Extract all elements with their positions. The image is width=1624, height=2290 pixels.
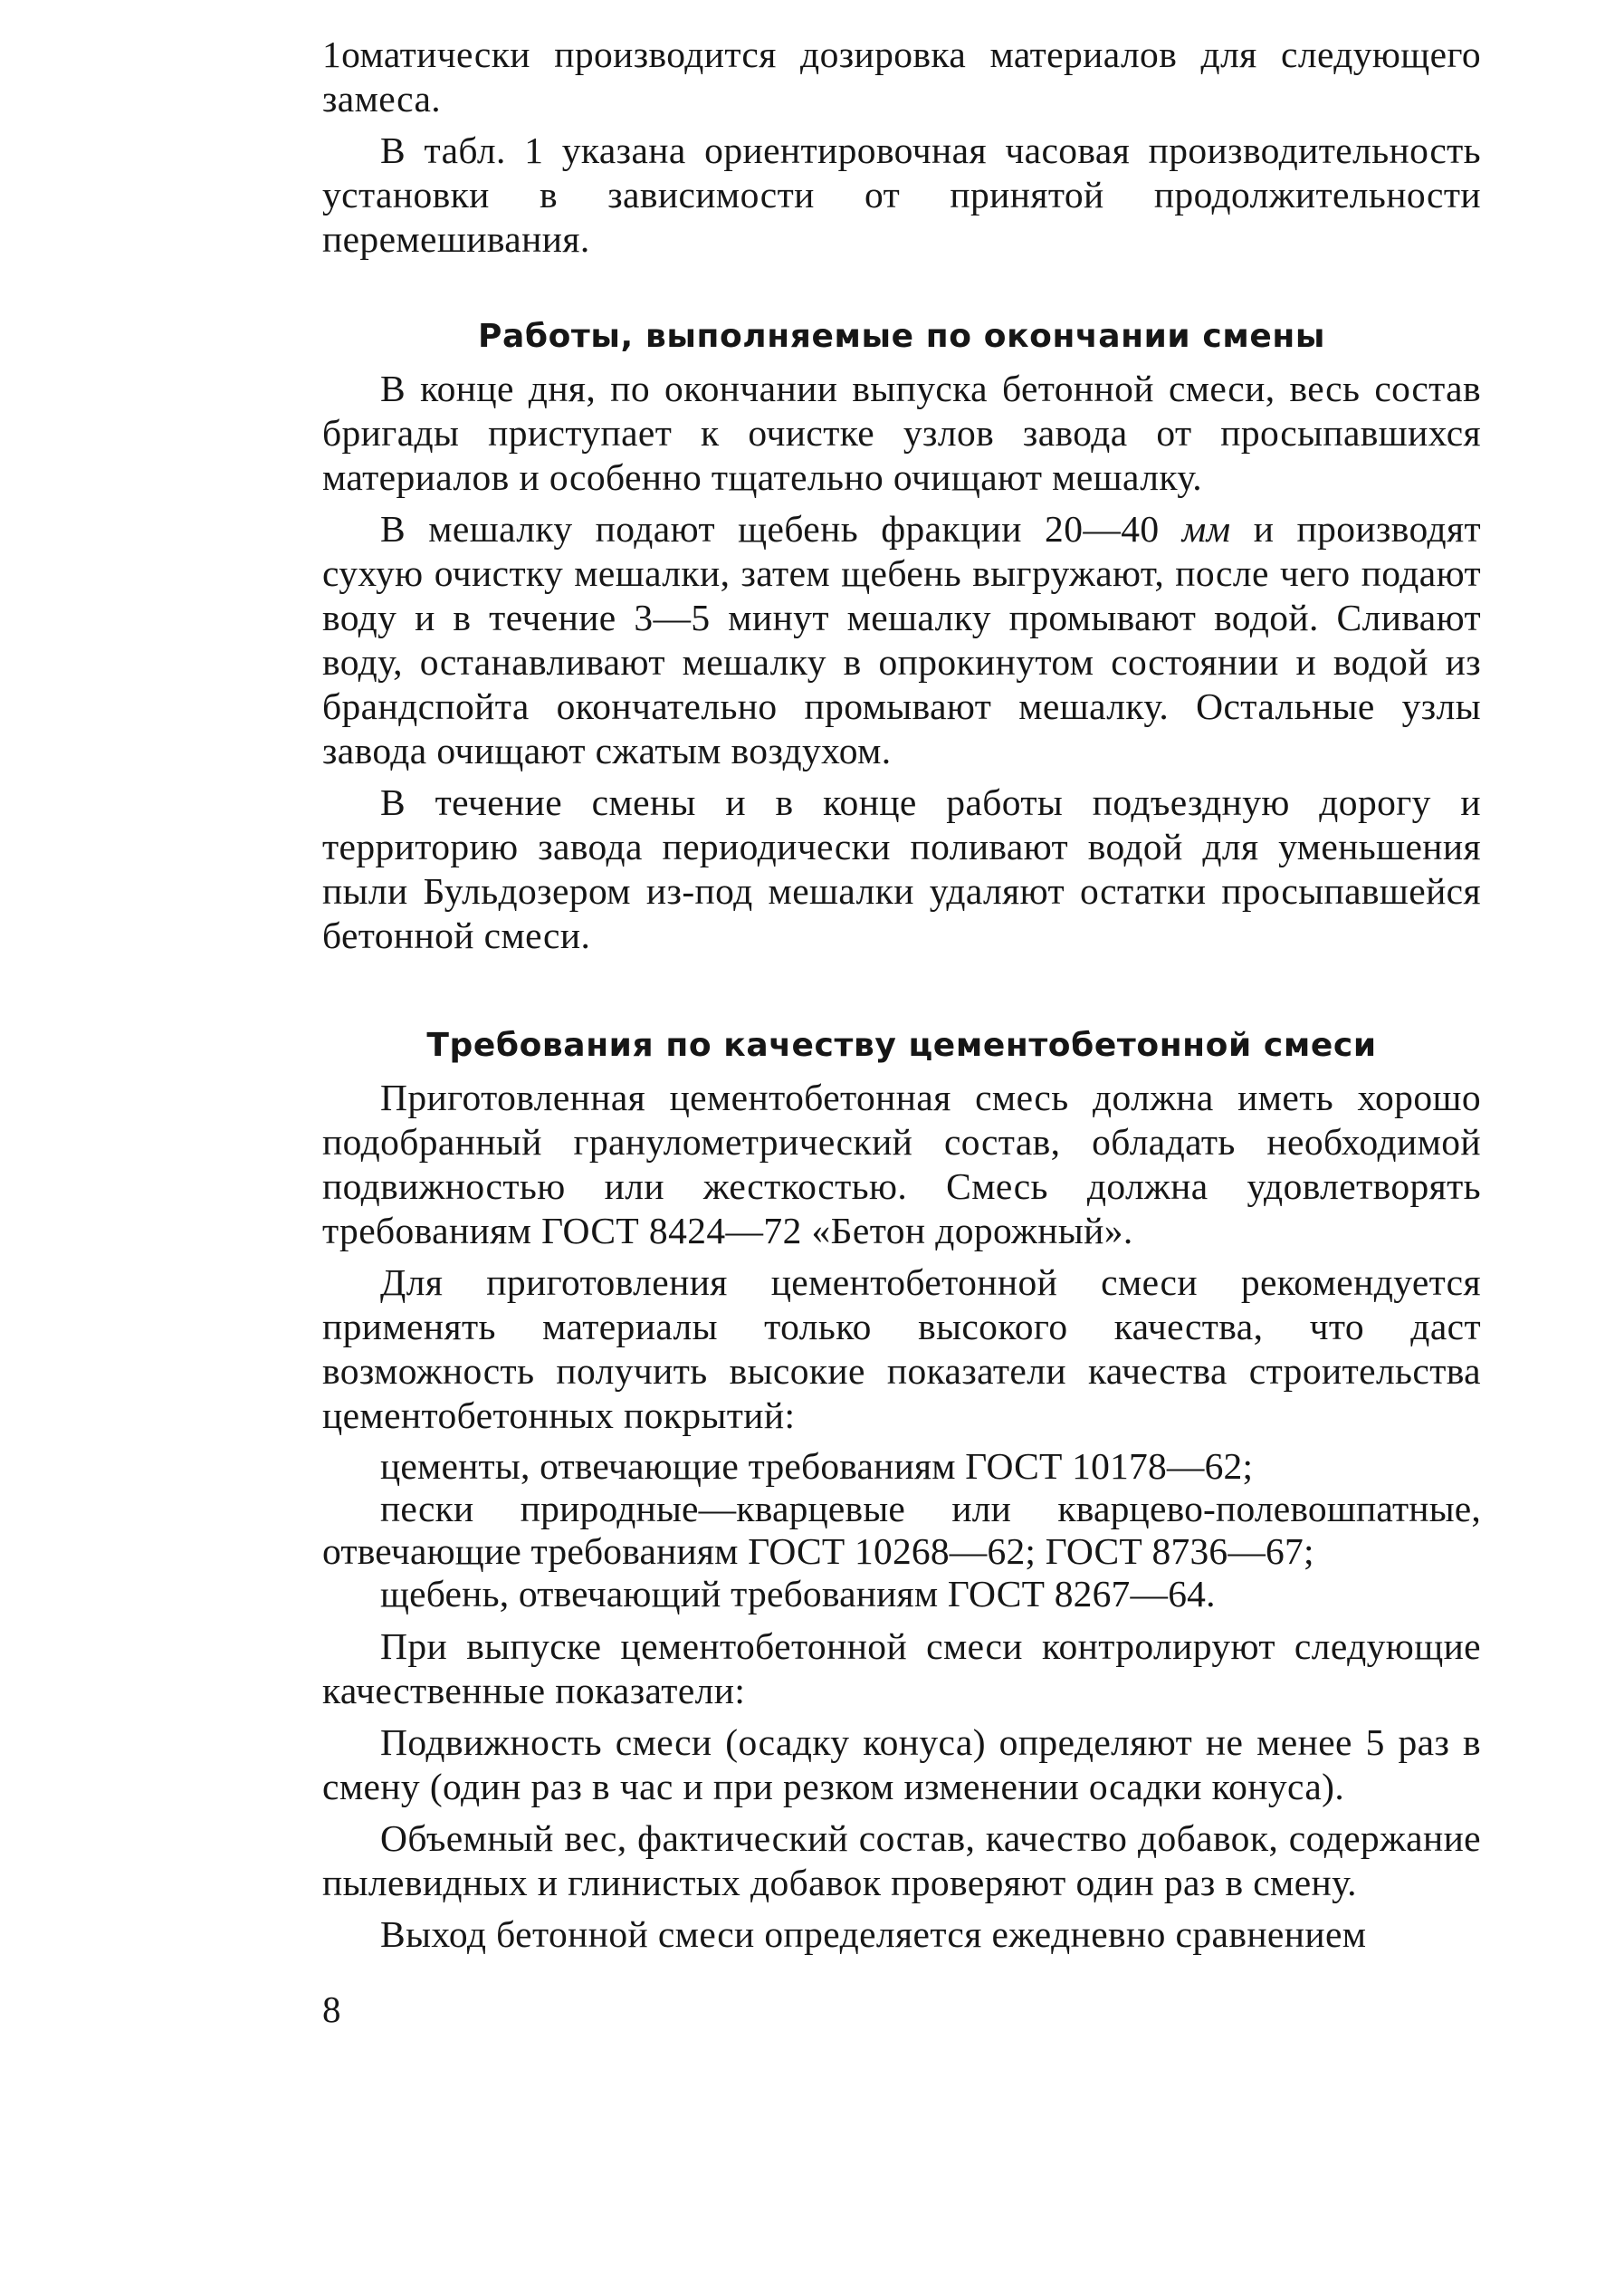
unit-mm: мм [1181, 508, 1231, 550]
paragraph-quality-requirements: Приготовленная цементобетонная смесь должна иметь хорошо подобранный гранулометрический состав, обладать необходимой подвижностью или жесткостью. Смесь должна удовлетворять требованиям ГОСТ 8424—72 «Бетон дорожный». [322, 1077, 1481, 1251]
paragraph-table-reference: В табл. 1 указана ориентировочная часовая производительность установки в зависимости от принятой продолжительности перемешивания. [322, 129, 1481, 260]
section-heading-end-of-shift: Работы, выполняемые по окончании смены [477, 318, 1325, 355]
paragraph-cleaning: В конце дня, по окончании выпуска бетонной смеси, весь состав бригады приступает к очистке узлов завода от просыпавшихся материалов и особенно тщательно очищают мешалку. [322, 368, 1481, 498]
paragraph-continuation: 1оматически производится дозировка материалов для следующего замеса. [322, 34, 1481, 120]
list-item-crushed-stone: щебень, отвечающий требованиям ГОСТ 8267—64. [380, 1573, 1216, 1614]
section-heading-quality: Требования по качеству цементобетонной смеси [426, 1027, 1377, 1064]
paragraph-dust-control: В течение смены и в конце работы подъездную дорогу и территорию завода периодически поливают водой для уменьшения пыли Бульдозером из-под мешалки удаляют остатки просыпавшейся бетонной смеси. [322, 781, 1481, 956]
paragraph-volume-weight: Объемный вес, фактический состав, качество добавок, содержание пылевидных и глинистых добавок проверяют один раз в смену. [322, 1817, 1481, 1903]
paragraph-materials: Для приготовления цементобетонной смеси рекомендуется применять материалы только высокого качества, что даст возможность получить высокие показатели качества строительства цементобетонных покрытий: [322, 1261, 1481, 1436]
page-number: 8 [322, 1988, 341, 2030]
text-fragment: и производят сухую очистку мешалки, затем щебень выгружают, после чего подают воду и в течение 3—5 минут мешалку промывают водой. Сливают воду, останавливают мешалку в опрокинутом состоянии и водой из брандспойта окончательно промывают мешалку. Остальные узлы завода очищают сжатым воздухом. [322, 508, 1481, 771]
document-page [322, 33, 1481, 1964]
paragraph-output: Выход бетонной смеси определяется ежедневно сравнением [380, 1913, 1367, 1955]
list-item-cements: цементы, отвечающие требованиям ГОСТ 10178—62; [380, 1445, 1254, 1487]
paragraph-slump: Подвижность смеси (осадку конуса) определяют не менее 5 раз в смену (один раз в час и при резком изменении осадки конуса). [322, 1721, 1481, 1807]
paragraph-quality-control: При выпуске цементобетонной смеси контролируют следующие качественные показатели: [322, 1625, 1481, 1711]
paragraph-mixer-cleaning [322, 507, 1481, 773]
text-fragment: В мешалку подают щебень фракции 20—40 [380, 508, 1182, 550]
list-item-sands: пески природные—кварцевые или кварцево-полевошпатные, отвечающие требованиям ГОСТ 10268—62; ГОСТ 8736—67; [322, 1488, 1481, 1572]
materials-list [322, 1445, 1481, 1615]
